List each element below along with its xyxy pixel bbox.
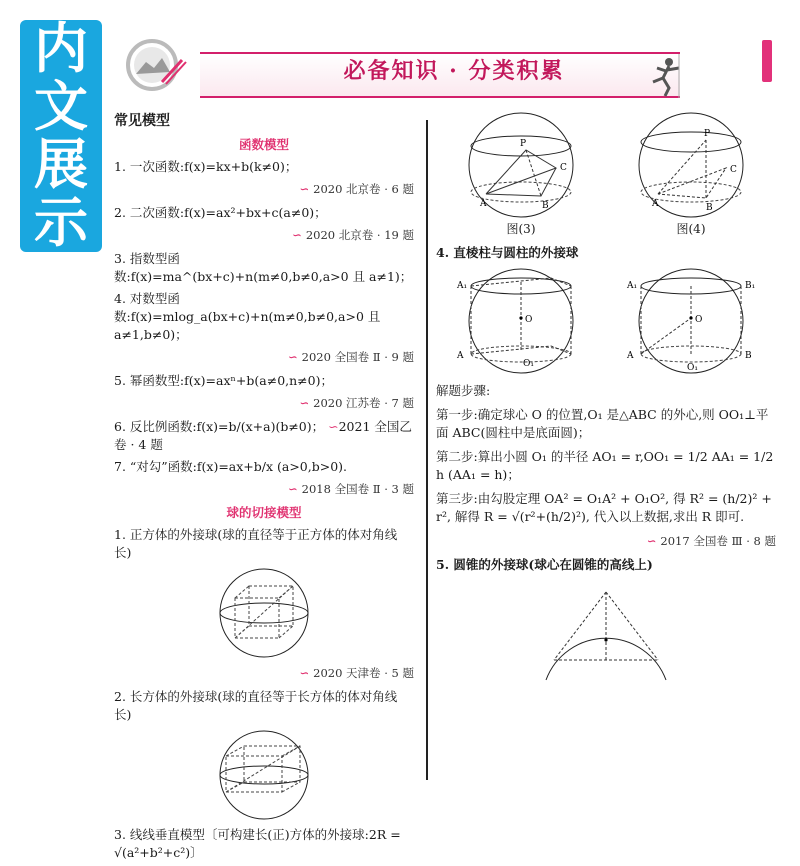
subhead-functions: 函数模型 xyxy=(238,137,289,152)
badge-char: 示 xyxy=(34,191,88,254)
figure-captions xyxy=(436,220,776,238)
page-header xyxy=(104,28,784,106)
source-text: 2020 北京卷 · 6 题 xyxy=(313,182,414,196)
step-1: 第一步:确定球心 O 的位置,O₁ 是△ABC 的外心,则 OO₁⊥平面 ABC(圆柱中是底面圆)； xyxy=(436,407,769,440)
svg-text:O: O xyxy=(525,315,533,325)
svg-text:A: A xyxy=(480,199,487,209)
item-text: 6. 反比例函数:f(x)=b/(x+a)(b≠0)； xyxy=(114,419,325,434)
climber-icon xyxy=(639,54,687,98)
steps-title: 解题步骤: xyxy=(436,383,491,398)
figure-4 xyxy=(626,110,756,220)
svg-text:B: B xyxy=(542,201,549,211)
cube-in-sphere-figure xyxy=(199,568,329,658)
source-text: 2020 北京卷 · 19 题 xyxy=(305,228,414,242)
cuboid-in-sphere-figure xyxy=(204,730,324,820)
cone-in-sphere-figure xyxy=(536,580,676,680)
source-tag: ∽ 2020 江苏卷 · 7 题 xyxy=(299,396,414,410)
figure-row xyxy=(436,110,776,220)
landscape-logo-icon xyxy=(122,38,188,92)
cylinder-in-sphere-figure xyxy=(621,266,761,376)
svg-text:O₁: O₁ xyxy=(687,363,698,373)
source-text: 2020 天津卷 · 5 题 xyxy=(313,666,414,680)
svg-text:C: C xyxy=(560,163,567,173)
source-tag: ∽ 2020 北京卷 · 6 题 xyxy=(299,182,414,196)
step-2: 第二步:算出小圆 O₁ 的半径 AO₁ = r,OO₁ = 1/2 AA₁ = 1/2 h (AA₁ = h)； xyxy=(436,449,774,482)
svg-text:C: C xyxy=(730,165,737,175)
svg-text:B: B xyxy=(745,351,752,361)
solution-steps xyxy=(436,382,776,526)
list-item: 6. 反比例函数:f(x)=b/(x+a)(b≠0)； ∽2021 全国乙卷 · 4 题 xyxy=(114,419,412,452)
svg-text:B: B xyxy=(706,203,713,213)
right-column xyxy=(436,110,776,686)
list-item: 1. 正方体的外接球(球的直径等于正方体的体对角线长) xyxy=(114,527,398,560)
book-page xyxy=(104,20,784,860)
figure-caption: 图(3) xyxy=(506,222,536,236)
source-tag: ∽ 2020 北京卷 · 19 题 xyxy=(292,228,414,242)
source-text: 2021 全国乙卷 · 4 题 xyxy=(114,419,412,452)
step-3: 第三步:由勾股定理 OA² = O₁A² + O₁O², 得 R² = (h/2)² + r², 解得 R = √(r²+(h/2)²), 代入以上数据,求出 R 即可. xyxy=(436,491,772,524)
list-item: 2. 长方体的外接球(球的直径等于长方体的体对角线长) xyxy=(114,689,398,722)
prism-in-sphere-figure xyxy=(451,266,591,376)
left-column xyxy=(114,110,414,866)
svg-text:B₁: B₁ xyxy=(745,281,756,291)
list-item: 2. 二次函数:f(x)=ax²+bx+c(a≠0)； xyxy=(114,205,327,220)
list-item: 1. 一次函数:f(x)=kx+b(k≠0)； xyxy=(114,159,298,174)
svg-text:A: A xyxy=(627,351,634,361)
prism-figures xyxy=(436,266,776,376)
source-text: 2018 全国卷 Ⅱ · 3 题 xyxy=(301,482,414,496)
svg-text:O₁: O₁ xyxy=(523,359,534,369)
list-item: 4. 直棱柱与圆柱的外接球 xyxy=(436,245,579,260)
list-item: 5. 幂函数型:f(x)=axⁿ+b(a≠0,n≠0)； xyxy=(114,373,333,388)
source-tag: ∽ 2017 全国卷 Ⅲ · 8 题 xyxy=(646,534,776,548)
svg-text:P: P xyxy=(704,129,711,139)
source-text: 2020 江苏卷 · 7 题 xyxy=(313,396,414,410)
badge-char: 展 xyxy=(34,133,88,196)
source-text: 2017 全国卷 Ⅲ · 8 题 xyxy=(660,534,776,548)
badge-char: 文 xyxy=(34,75,88,138)
list-item: 4. 对数型函数:f(x)=mlog_a(bx+c)+n(m≠0,b≠0,a>0 且 a≠1,b≠0)； xyxy=(114,291,381,342)
figure-caption: 图(4) xyxy=(676,222,706,236)
page-title: 必备知识 · 分类积累 xyxy=(343,58,565,84)
source-tag: ∽ 2018 全国卷 Ⅱ · 3 题 xyxy=(288,482,414,496)
svg-text:A₁: A₁ xyxy=(457,281,468,291)
source-tag: ∽ 2020 全国卷 Ⅱ · 9 题 xyxy=(288,350,414,364)
svg-text:A: A xyxy=(457,351,464,361)
svg-text:O: O xyxy=(695,315,703,325)
list-item: 3. 指数型函数:f(x)=ma^(bx+c)+n(m≠0,b≠0,a>0 且 a≠1)； xyxy=(114,251,413,284)
svg-text:A: A xyxy=(652,199,659,209)
list-item: 3. 线线垂直模型〔可构建长(正)方体的外接球:2R = √(a²+b²+c²)〕 xyxy=(114,827,401,860)
subhead-sphere: 球的切接模型 xyxy=(226,505,302,520)
svg-text:A₁: A₁ xyxy=(627,281,638,291)
badge-char: 内 xyxy=(34,17,88,80)
svg-text:P: P xyxy=(520,139,527,149)
list-item: 5. 圆锥的外接球(球心在圆锥的高线上) xyxy=(436,557,653,572)
section-title: 常见模型 xyxy=(114,113,170,129)
source-text: 2020 全国卷 Ⅱ · 9 题 xyxy=(301,350,414,364)
content-display-badge xyxy=(20,17,102,254)
figure-3 xyxy=(456,110,586,220)
column-divider xyxy=(426,120,428,780)
page-tab xyxy=(762,40,772,82)
source-tag: ∽ 2020 天津卷 · 5 题 xyxy=(299,666,414,680)
list-item: 7. “对勾”函数:f(x)=ax+b/x (a>0,b>0). xyxy=(114,459,348,474)
